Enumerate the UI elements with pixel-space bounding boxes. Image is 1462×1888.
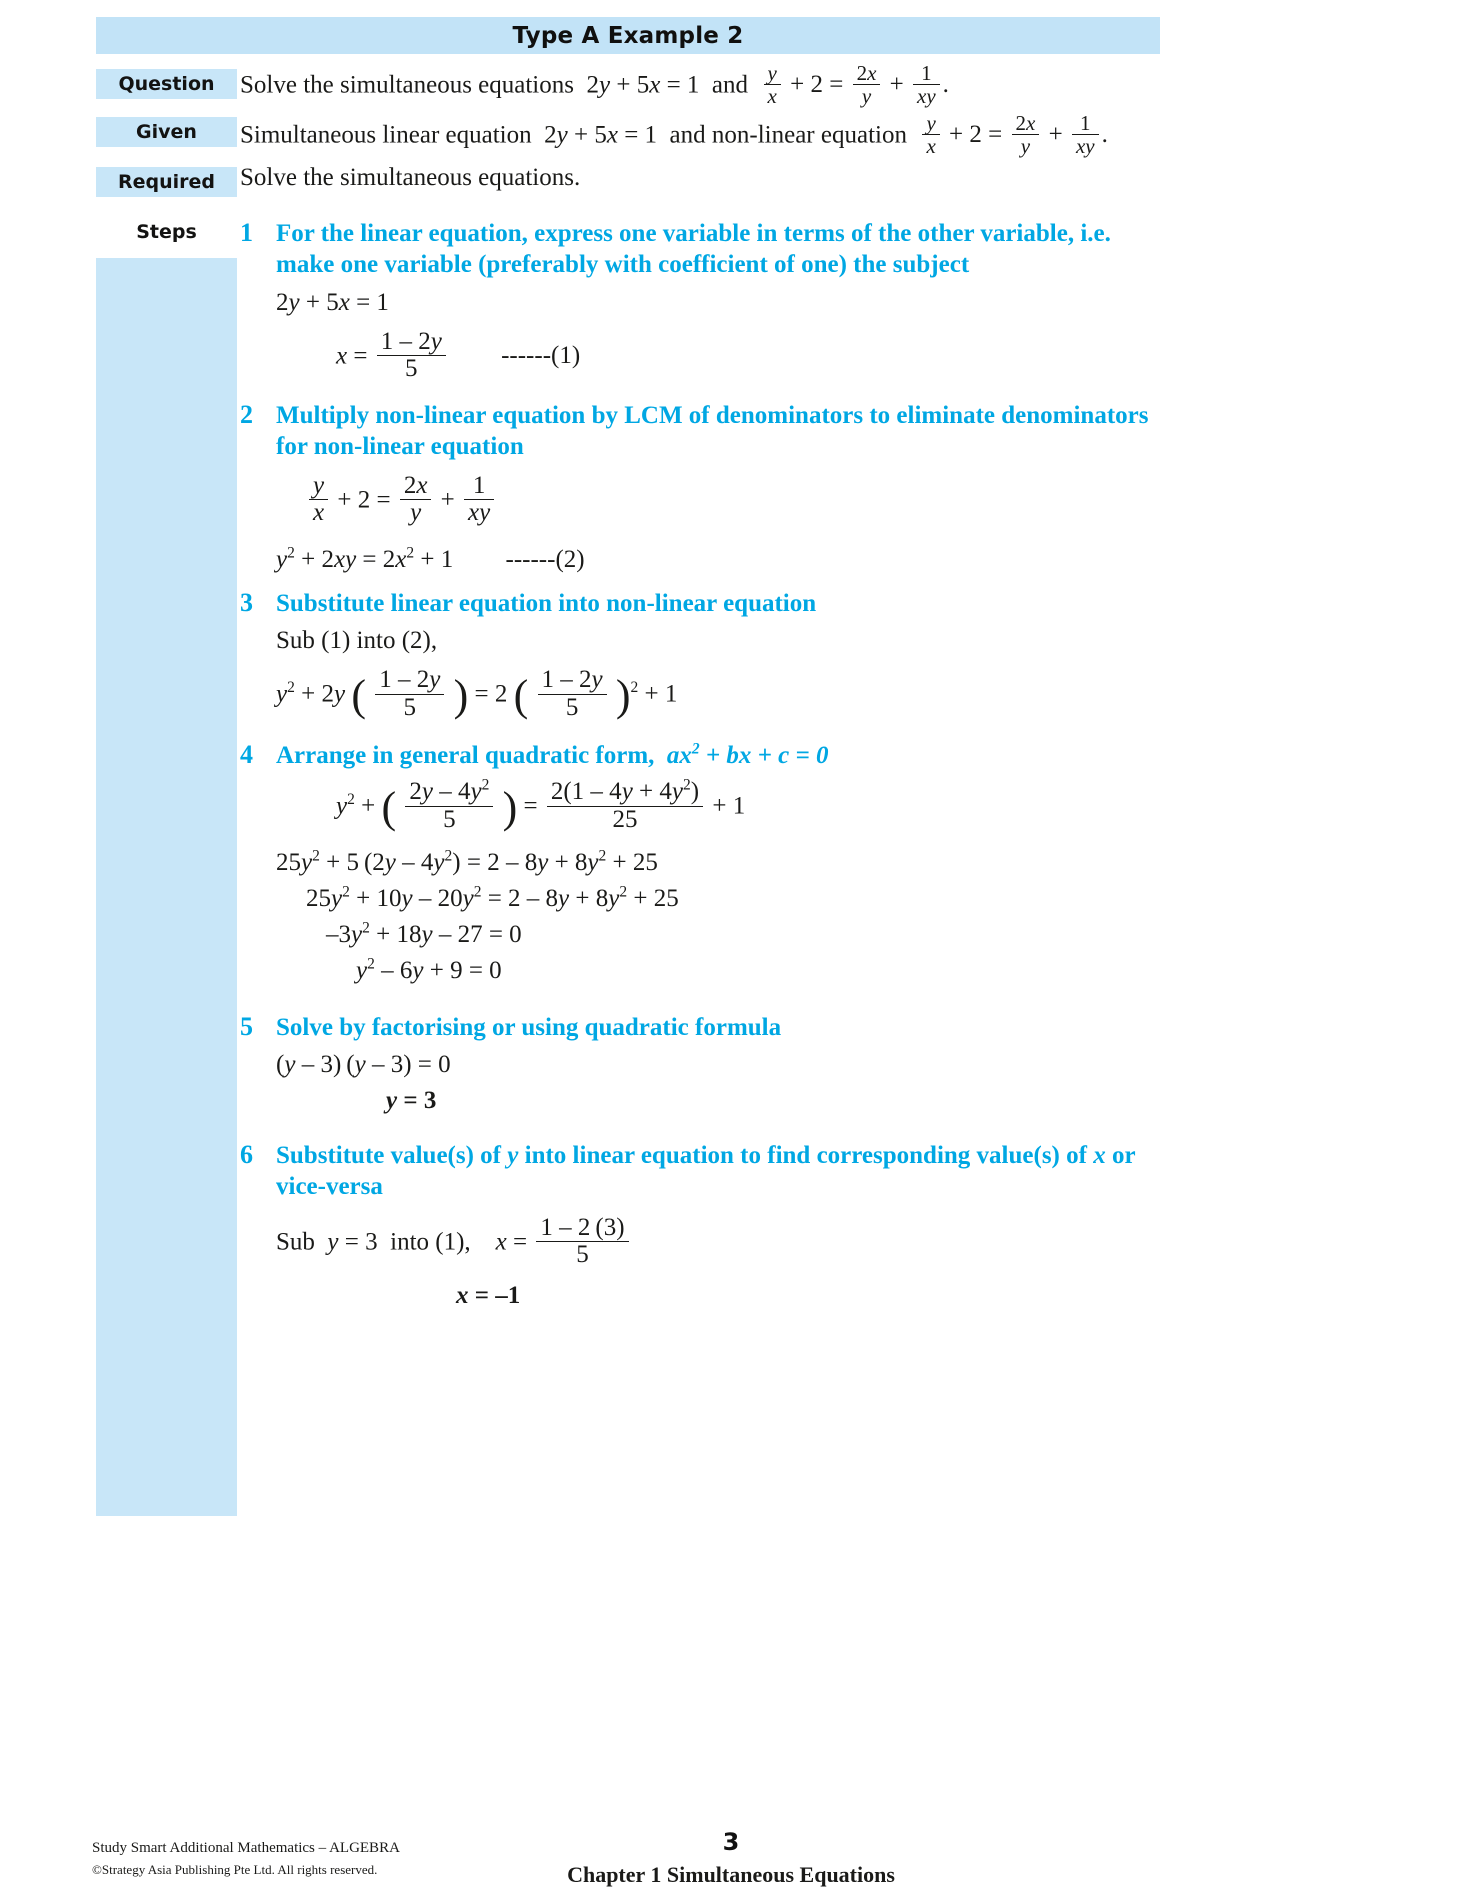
- step-5: [240, 1012, 1170, 1123]
- step-4-equation-1: $y^2$ + ( $\frac{2y - 4y^2}{5}$ ) = $\frac{2(1 - 4y + 4y^2)}{25}$ + 1: [336, 776, 746, 833]
- step-4-body: [276, 776, 1170, 985]
- step-4-equation-4: $-3y^2 + 18y - 27 = 0$: [326, 919, 522, 948]
- step-4-equation-5: $y^2 - 6y + 9 = 0$: [356, 955, 502, 984]
- step-6-heading: Substitute value(s) of y into linear equation to find corresponding value(s) of x or vice-versa: [276, 1142, 1136, 1201]
- step-3-equation-1: $y^2 + 2y$ ( $\frac{1 - 2y}{5}$ ) = 2 ( $\frac{1 - 2y}{5}$ ) $^2$ + 1: [276, 666, 678, 721]
- step-4-heading-math: $ax^2$ + bx + c = 0: [660, 740, 829, 769]
- step-6-equation-1: Sub y = 3 into (1), x = $\frac{1 - 2 (3)}{5}$: [276, 1217, 1170, 1271]
- label-question: [96, 69, 237, 99]
- step-1-equation-tag: ------(1): [501, 341, 581, 369]
- example-title-bar: [96, 17, 1160, 54]
- question-conjunction: and: [711, 71, 749, 99]
- question-lead: Solve the simultaneous equations: [240, 71, 574, 99]
- footer-chapter: Chapter 1 Simultaneous Equations: [567, 1862, 895, 1887]
- step-5-equation-1: (y – 3) (y – 3) = 0: [276, 1051, 451, 1079]
- given-conjunction: and non-linear equation: [669, 121, 907, 149]
- step-2-number: 2: [240, 400, 253, 429]
- label-given: [96, 117, 237, 147]
- required-row: [240, 164, 580, 192]
- given-nonlinear-eq: $\frac{y}{x}$ + 2 = $\frac{2x}{y}$ + $\frac{1}{xy}$ .: [913, 121, 1108, 148]
- step-4-equation-3: $25y^2 + 10y - 20y^2 = 2 - 8y + 8y^2 + 25$: [306, 883, 679, 912]
- label-required: [96, 167, 237, 197]
- footer-book-title: Study Smart Additional Mathematics – ALGEBRA: [92, 1840, 400, 1856]
- step-3-heading: Substitute linear equation into non-linear equation: [276, 590, 817, 617]
- step-1-body: [276, 289, 1170, 385]
- step-4-number: 4: [240, 740, 253, 769]
- step-1: [240, 218, 1170, 392]
- step-5-heading: Solve by factorising or using quadratic formula: [276, 1014, 782, 1041]
- page-number: 3: [722, 1828, 740, 1856]
- question-row: [240, 61, 949, 109]
- label-required-text: Required: [117, 171, 215, 193]
- page-title: Type A Example 2: [512, 22, 744, 49]
- step-2-heading: Multiply non-linear equation by LCM of denominators to eliminate denominators for non-linear equation: [276, 402, 1149, 461]
- step-3-sub-line: Sub (1) into (2),: [276, 627, 438, 655]
- step-6-sub-lead: Sub: [276, 1227, 315, 1255]
- step-1-equation-2: x = $\frac{1 - 2y}{5}$ ------(1): [336, 327, 581, 382]
- given-linear-eq: 2y + 5x = 1: [537, 121, 670, 149]
- step-1-heading: For the linear equation, express one variable in terms of the other variable, i.e. make one variable (preferably with coefficient of one) the subject: [276, 220, 1111, 279]
- step-6-number: 6: [240, 1140, 253, 1169]
- step-3-number: 3: [240, 588, 253, 617]
- step-1-equation-1: 2y + 5x = 1: [276, 288, 389, 316]
- step-2-equation-2: $y^2 + 2xy = 2x^2 + 1$ ------(2): [276, 544, 585, 573]
- step-2-equation-1: $\frac{y}{x}$ + 2 = $\frac{2x}{y}$ + $\frac{1}{xy}$: [276, 475, 1170, 529]
- step-4-heading: [276, 740, 1170, 771]
- step-6: [240, 1140, 1170, 1318]
- label-given-text: Given: [136, 121, 197, 143]
- step-5-number: 5: [240, 1012, 253, 1041]
- given-row: [240, 111, 1108, 159]
- step-3: [240, 588, 1170, 731]
- given-lead: Simultaneous linear equation: [240, 121, 532, 149]
- steps-side-band: [96, 258, 237, 1516]
- step-6-answer: x = –1: [456, 1282, 521, 1309]
- step-4: [240, 740, 1170, 993]
- step-5-body: [276, 1051, 1170, 1115]
- step-4-equation-2: $25y^2 + 5$ $(2y - 4y^2) = 2 - 8y + 8y^2 + 25$: [276, 847, 658, 876]
- step-6-sub-into: into (1),: [390, 1227, 471, 1255]
- step-2: [240, 400, 1170, 582]
- step-2-body: [276, 471, 1170, 575]
- question-nonlinear-eq: $\frac{y}{x}$ + 2 = $\frac{2x}{y}$ + $\frac{1}{xy}$ .: [754, 71, 949, 98]
- label-steps-text: Steps: [136, 221, 197, 243]
- step-2-equation-tag: ------(2): [505, 546, 585, 573]
- label-question-text: Question: [118, 73, 215, 95]
- step-3-body: [276, 627, 1170, 723]
- question-linear-eq: 2y + 5x = 1: [580, 71, 712, 99]
- footer-copyright: ©Strategy Asia Publishing Pte Ltd. All rights reserved.: [92, 1862, 378, 1877]
- step-4-heading-text: Arrange in general quadratic form,: [276, 742, 655, 769]
- step-1-number: 1: [240, 218, 253, 247]
- step-5-answer: y = 3: [386, 1087, 437, 1115]
- label-steps: [96, 217, 237, 247]
- step-6-body: [276, 1213, 1170, 1311]
- required-text: Solve the simultaneous equations.: [240, 164, 581, 191]
